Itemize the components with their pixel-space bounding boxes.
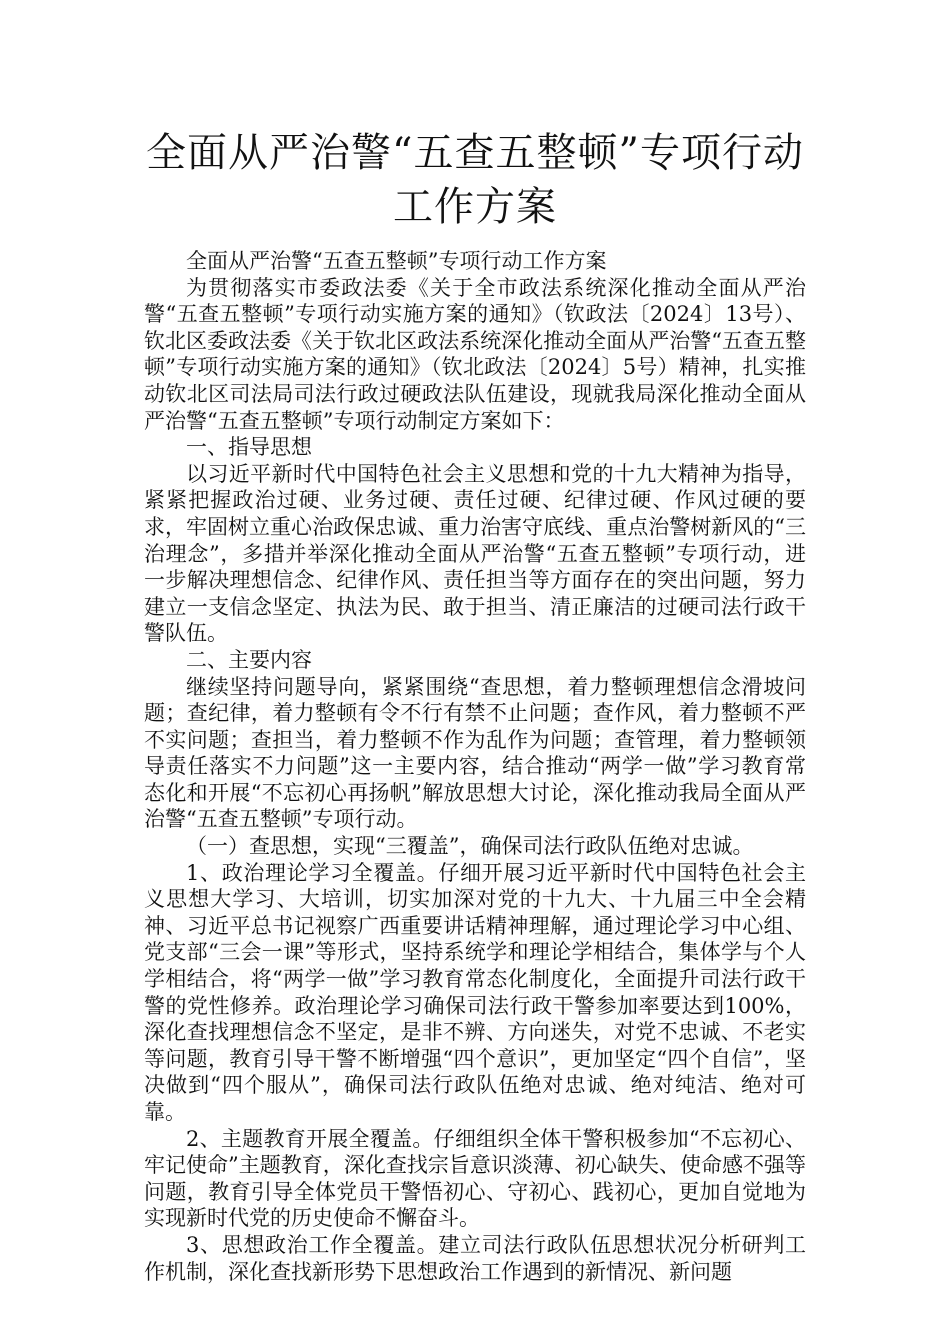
main-content-paragraph: 继续坚持问题导向，紧紧围绕“查思想，着力整顿理想信念滑坡问题；查纪律，着力整顿有令不行有禁不止问题；查作风，着力整顿不严不实问题；查担当，着力整顿不作为乱作为问题；查管理，着力整顿领导责任落实不力问题”这一主要内容，结合推动“两学一做”学习教育常态化和开展“不忘初心再扬帆”解放思想大讨论，深化推动我局全面从严治警“五查五整顿”专项行动。 [144,674,806,832]
document-body [144,248,806,1285]
section-heading-main-content: 二、主要内容 [186,647,312,672]
guiding-thought-paragraph: 以习近平新时代中国特色社会主义思想和党的十九大精神为指导，紧紧把握政治过硬、业务过硬、责任过硬、纪律过硬、作风过硬的要求，牢固树立重心治政保忠诚、重力治害守底线、重点治警树新风的“三治理念”，多措并举深化推动全面从严治警“五查五整顿”专项行动，进一步解决理想信念、纪律作风、责任担当等方面存在的突出问题，努力建立一支信念坚定、执法为民、敢于担当、清正廉洁的过硬司法行政干警队伍。 [144,461,806,646]
subtitle-paragraph: 全面从严治警“五查五整顿”专项行动工作方案 [186,249,607,273]
item-2-paragraph: 2、主题教育开展全覆盖。仔细组织全体干警积极参加“不忘初心、牢记使命”主题教育，深化查找宗旨意识淡薄、初心缺失、使命感不强等问题，教育引导全体党员干警悟初心、守初心、践初心，更加自觉地为实现新时代党的历史使命不懈奋斗。 [144,1126,806,1231]
item-3-paragraph: 3、思想政治工作全覆盖。建立司法行政队伍思想状况分析研判工作机制，深化查找新形势下思想政治工作遇到的新情况、新问题 [144,1232,806,1284]
document-title: 全面从严治警“五查五整顿”专项行动工作方案 [146,130,804,230]
item-1-paragraph: 1、政治理论学习全覆盖。仔细开展习近平新时代中国特色社会主义思想大学习、大培训，切实加深对党的十九大、十九届三中全会精神、习近平总书记视察广西重要讲话精神理解，通过理论学习中心组、党支部“三会一课”等形式，坚持系统学和理论学相结合，集体学与个人学相结合，将“两学一做”学习教育常态化制度化，全面提升司法行政干警的党性修养。政治理论学习确保司法行政干警参加率要达到100%，深化查找理想信念不坚定，是非不辨、方向迷失，对党不忠诚、不老实等问题，教育引导干警不断增强“四个意识”，更加坚定“四个自信”，坚决做到“四个服从”，确保司法行政队伍绝对忠诚、绝对纯洁、绝对可靠。 [144,860,806,1124]
subsection-heading-check-thought: （一）查思想，实现“三覆盖”，确保司法行政队伍绝对忠诚。 [186,834,754,859]
section-heading-guiding-thought: 一、指导思想 [186,435,312,460]
intro-paragraph: 为贯彻落实市委政法委《关于全市政法系统深化推动全面从严治警“五查五整顿”专项行动实施方案的通知》（钦政法〔2024〕13号）、钦北区委政法委《关于钦北区政法系统深化推动全面从严治警“五查五整顿”专项行动实施方案的通知》（钦北政法〔2024〕5号）精神，扎实推动钦北区司法局司法行政过硬政法队伍建设，现就我局深化推动全面从严治警“五查五整顿”专项行动制定方案如下： [144,275,806,433]
